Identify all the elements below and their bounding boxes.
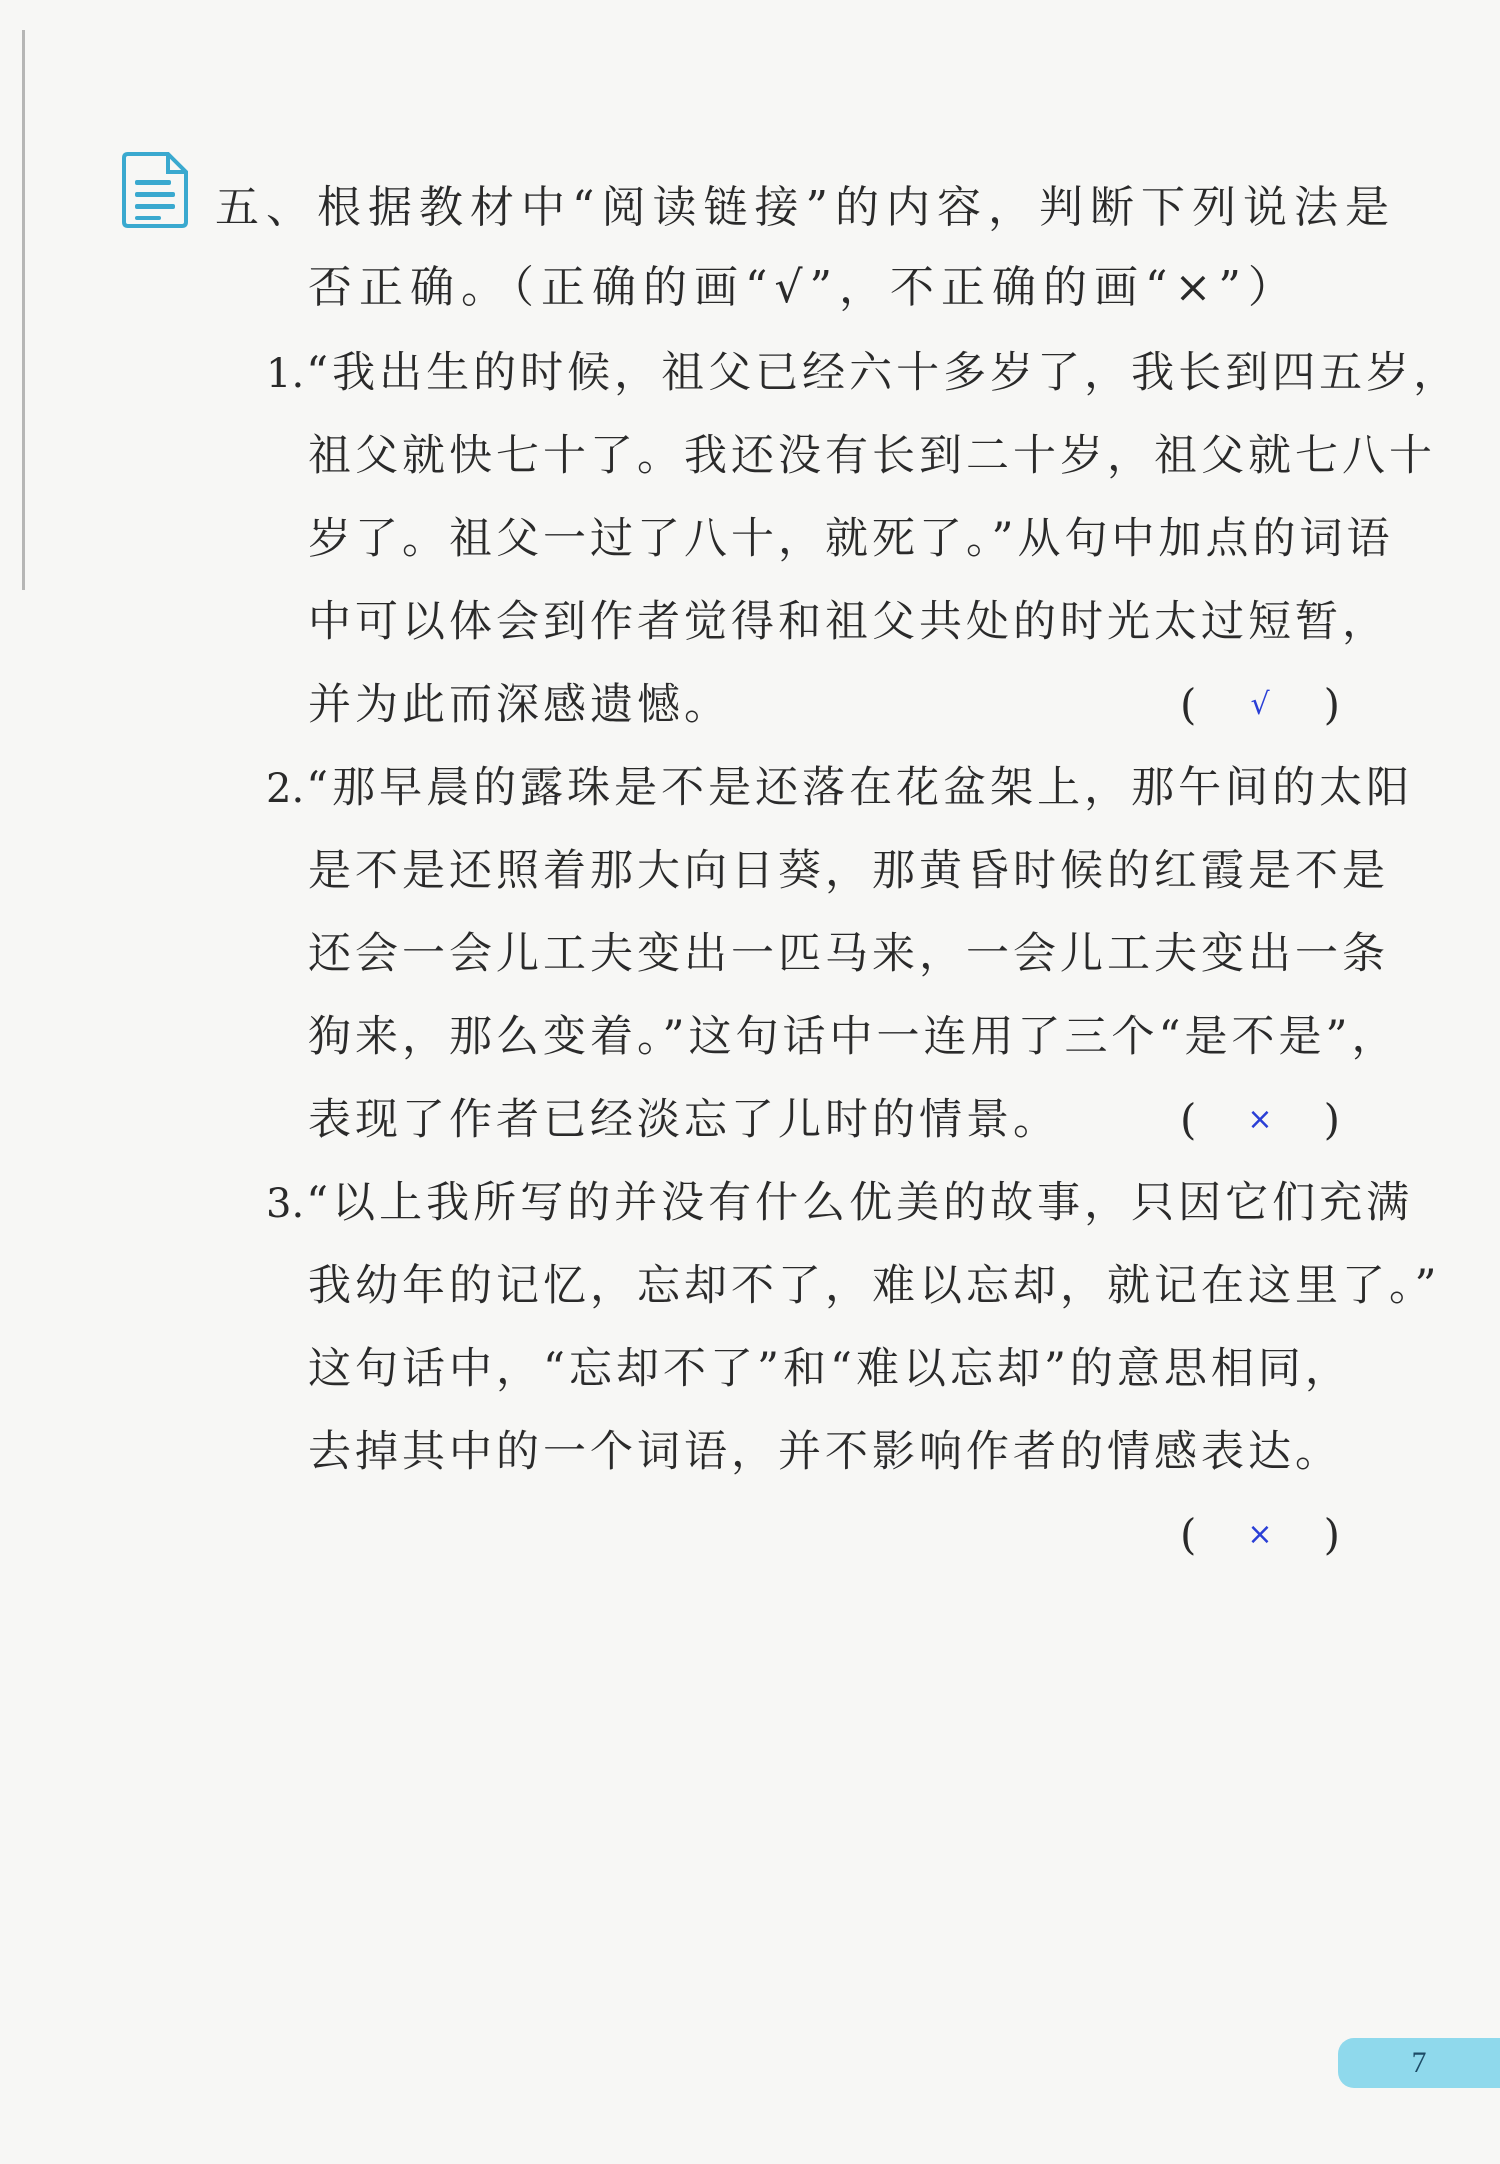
paren-close: )	[1323, 1095, 1340, 1144]
question-text: “那早晨的露珠是不是还落在花盆架上，那午间的太阳	[306, 763, 1414, 813]
answer-box-2	[1180, 1095, 1340, 1144]
question-3-line1	[266, 1178, 1414, 1228]
paren-close: )	[1323, 680, 1340, 729]
question-2-line5: 表现了作者已经淡忘了儿时的情景。	[308, 1095, 1060, 1145]
question-text: “我出生的时候，祖父已经六十多岁了，我长到四五岁，	[306, 348, 1461, 398]
question-1-line5: 并为此而深感遗憾。	[308, 680, 731, 730]
answer-mark-correct: √	[1250, 687, 1270, 722]
question-2-line1	[266, 763, 1414, 813]
question-number: 2.	[266, 766, 305, 812]
question-number: 3.	[266, 1181, 305, 1227]
question-3-line3: 这句话中，“忘却不了”和“难以忘却”的意思相同，	[308, 1344, 1352, 1394]
question-3-line4: 去掉其中的一个词语，并不影响作者的情感表达。	[308, 1427, 1342, 1477]
paren-close: )	[1323, 1510, 1340, 1559]
question-text: “以上我所写的并没有什么优美的故事，只因它们充满	[306, 1178, 1414, 1228]
page-number-tab	[1338, 2038, 1500, 2088]
answer-box-3	[1180, 1510, 1340, 1559]
question-1-line2: 祖父就快七十了。我还没有长到二十岁，祖父就七八十	[308, 431, 1436, 481]
section-heading-line1: 五、根据教材中“阅读链接”的内容，判断下列说法是	[215, 182, 1396, 233]
question-2-line2: 是不是还照着那大向日葵，那黄昏时候的红霞是不是	[308, 846, 1389, 896]
question-1-line1	[266, 348, 1461, 398]
section-heading-line2: 否正确。（正确的画“√”，不正确的画“×”）	[308, 262, 1299, 313]
answer-mark-wrong: ×	[1247, 1102, 1273, 1137]
paren-open: (	[1180, 1095, 1197, 1144]
paren-open: (	[1180, 680, 1197, 729]
page-number: 7	[1411, 2046, 1427, 2079]
paren-open: (	[1180, 1510, 1197, 1559]
question-3-line2: 我幼年的记忆，忘却不了，难以忘却，就记在这里了。”	[308, 1261, 1441, 1311]
question-2-line4: 狗来，那么变着。”这句话中一连用了三个“是不是”，	[308, 1012, 1399, 1062]
question-1-line3: 岁了。祖父一过了八十，就死了。”从句中加点的词语	[308, 514, 1394, 564]
question-number: 1.	[266, 351, 305, 397]
answer-mark-wrong: ×	[1247, 1517, 1273, 1552]
question-2-line3: 还会一会儿工夫变出一匹马来，一会儿工夫变出一条	[308, 929, 1389, 979]
answer-box-1	[1180, 680, 1340, 729]
question-1-line4: 中可以体会到作者觉得和祖父共处的时光太过短暂，	[308, 597, 1389, 647]
